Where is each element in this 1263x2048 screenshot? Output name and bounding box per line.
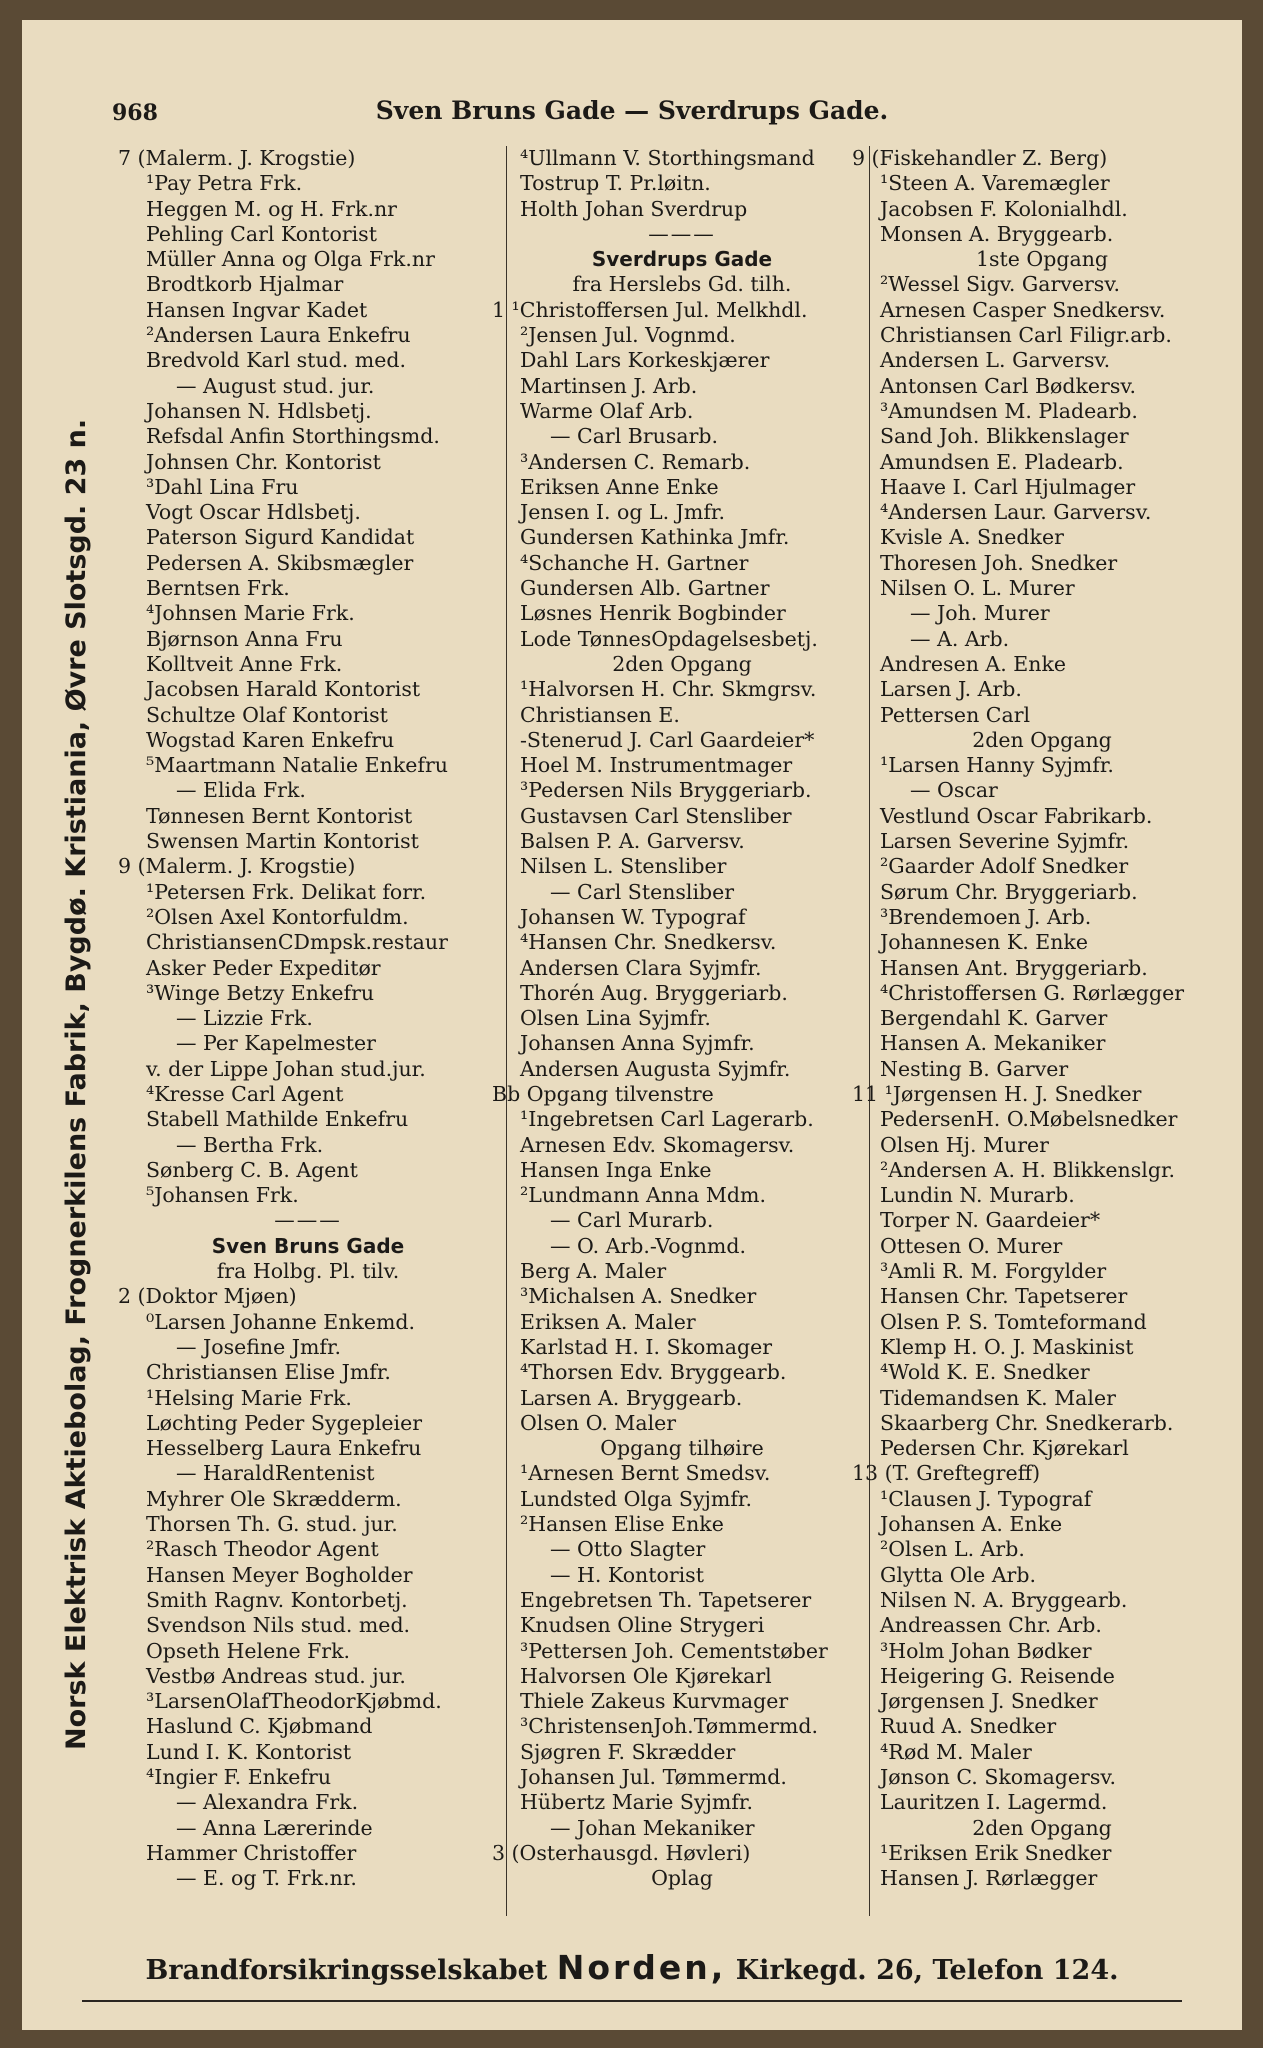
directory-entry: Berntsen Frk. xyxy=(146,576,290,601)
directory-entry: Vestbø Andreas stud. jur. xyxy=(146,1663,406,1688)
directory-entry: Hansen Meyer Bogholder xyxy=(146,1562,413,1587)
directory-entry: — Alexandra Frk. xyxy=(176,1790,359,1815)
directory-entry: Larsen J. Arb. xyxy=(880,677,1022,702)
directory-entry: ²Olsen Axel Kontorfuldm. xyxy=(146,904,409,929)
directory-entry: Hansen J. Rørlægger xyxy=(880,1866,1098,1891)
column-right xyxy=(852,146,1232,1891)
directory-entry: Refsdal Anfin Storthingsmd. xyxy=(146,424,440,449)
directory-entry: 2den Opgang xyxy=(612,651,752,676)
directory-entry: Jørgensen J. Snedker xyxy=(880,1689,1098,1714)
directory-entry: Monsen A. Bryggearb. xyxy=(880,221,1114,246)
directory-entry: ⁴Wold K. E. Snedker xyxy=(880,1360,1090,1385)
directory-entry: Pedersen Chr. Kjørekarl xyxy=(880,1436,1129,1461)
directory-entry: — Otto Slagter xyxy=(550,1537,706,1562)
directory-entry: ⁵Johansen Frk. xyxy=(146,1183,299,1208)
directory-entry: Ruud A. Snedker xyxy=(880,1714,1057,1739)
directory-entry: Olsen O. Maler xyxy=(520,1410,677,1435)
running-head: Sven Bruns Gade — Sverdrups Gade. xyxy=(375,96,889,125)
directory-entry: ⁴Johnsen Marie Frk. xyxy=(146,601,355,626)
directory-entry: 2den Opgang xyxy=(972,727,1112,752)
directory-entry: — HaraldRentenist xyxy=(176,1461,375,1486)
directory-entry: ¹Larsen Hanny Syjmfr. xyxy=(880,753,1114,778)
directory-entry: ——— xyxy=(648,221,716,246)
directory-entry: Vogt Oscar Hdlsbetj. xyxy=(146,500,361,525)
directory-entry: Myhrer Ole Skrædderm. xyxy=(146,1486,402,1511)
directory-entry: — Elida Frk. xyxy=(176,778,306,803)
directory-entry: PedersenH. O.Møbelsnedker xyxy=(880,1107,1178,1132)
directory-entry: Thiele Zakeus Kurvmager xyxy=(520,1689,789,1714)
directory-entry: Johansen N. Hdlsbetj. xyxy=(146,398,372,423)
directory-entry: 2 (Doktor Mjøen) xyxy=(118,1284,297,1309)
directory-entry: ¹Clausen J. Typograf xyxy=(880,1486,1092,1511)
directory-entry: ³ChristensenJoh.Tømmermd. xyxy=(520,1714,819,1739)
directory-entry: Hansen Inga Enke xyxy=(520,1157,712,1182)
directory-entry: Arnesen Casper Snedkersv. xyxy=(880,297,1166,322)
directory-entry: Klemp H. O. J. Maskinist xyxy=(880,1334,1134,1359)
directory-entry: Asker Peder Expeditør xyxy=(146,955,381,980)
directory-entry: Nilsen O. L. Murer xyxy=(880,576,1075,601)
directory-entry: ¹Eriksen Erik Snedker xyxy=(880,1840,1112,1865)
directory-entry: Tostrup T. Pr.løitn. xyxy=(520,171,711,196)
side-advertisement xyxy=(52,250,102,1750)
directory-entry: Christiansen E. xyxy=(520,702,680,727)
directory-entry: Skaarberg Chr. Snedkerarb. xyxy=(880,1410,1174,1435)
directory-entry: ⁴Ullmann V. Storthingsmand xyxy=(520,146,815,170)
directory-entry: Kolltveit Anne Frk. xyxy=(146,651,343,676)
directory-entry: Jensen I. og L. Jmfr. xyxy=(520,500,725,525)
directory-entry: — Oscar xyxy=(910,778,998,803)
directory-entry: Hansen Ant. Bryggeriarb. xyxy=(880,955,1148,980)
directory-entry: Nilsen N. A. Bryggearb. xyxy=(880,1587,1128,1612)
directory-entry: ³Winge Betzy Enkefru xyxy=(146,980,375,1005)
directory-entry: Glytta Ole Arb. xyxy=(880,1562,1036,1587)
directory-entry: ³Andersen C. Remarb. xyxy=(520,449,751,474)
directory-entry: Hoel M. Instrumentmager xyxy=(520,753,793,778)
directory-entry: Eriksen Anne Enke xyxy=(520,474,719,499)
directory-entry: Andresen A. Enke xyxy=(880,651,1066,676)
directory-entry: Vestlund Oscar Fabrikarb. xyxy=(880,803,1153,828)
directory-entry: — Per Kapelmester xyxy=(176,1031,376,1056)
directory-entry: Pehling Carl Kontorist xyxy=(146,221,377,246)
directory-entry: — O. Arb.-Vognmd. xyxy=(550,1233,747,1258)
directory-entry: Opgang tilhøire xyxy=(600,1436,764,1461)
directory-entry: Haave I. Carl Hjulmager xyxy=(880,474,1136,499)
directory-entry: — Carl Murarb. xyxy=(550,1208,714,1233)
directory-entry: Larsen Severine Syjmfr. xyxy=(880,829,1130,854)
directory-entry: — H. Kontorist xyxy=(550,1562,704,1587)
directory-entry: Svendson Nils stud. med. xyxy=(146,1613,411,1638)
directory-entry: Gundersen Kathinka Jmfr. xyxy=(520,525,790,550)
directory-entry: Müller Anna og Olga Frk.nr xyxy=(146,247,435,272)
directory-entry: ⁴Schanche H. Gartner xyxy=(520,550,749,575)
directory-entry: ⁴Kresse Carl Agent xyxy=(146,1081,344,1106)
directory-entry: Lundsted Olga Syjmfr. xyxy=(520,1486,752,1511)
directory-entry: ²Rasch Theodor Agent xyxy=(146,1537,379,1562)
directory-entry: ³Dahl Lina Fru xyxy=(146,474,299,499)
directory-entry: ¹Halvorsen H. Chr. Skmgrsv. xyxy=(520,677,817,702)
directory-entry: Brodtkorb Hjalmar xyxy=(146,272,344,297)
directory-entry: Schultze Olaf Kontorist xyxy=(146,702,388,727)
directory-entry: Engebretsen Th. Tapetserer xyxy=(520,1587,812,1612)
directory-entry: 7 (Malerm. J. Krogstie) xyxy=(118,146,356,170)
directory-entry: ¹Arnesen Bernt Smedsv. xyxy=(520,1461,771,1486)
directory-entry: Andersen L. Garversv. xyxy=(880,348,1111,373)
directory-entry: Arnesen Edv. Skomagersv. xyxy=(520,1132,795,1157)
directory-entry: ³LarsenOlafTheodorKjøbmd. xyxy=(146,1689,442,1714)
directory-entry: Johansen Anna Syjmfr. xyxy=(520,1031,755,1056)
directory-entry: Lauritzen I. Lagermd. xyxy=(880,1790,1108,1815)
directory-entry: Tidemandsen K. Maler xyxy=(880,1385,1116,1410)
directory-entry: Dahl Lars Korkeskjærer xyxy=(520,348,770,373)
directory-entry: Ottesen O. Murer xyxy=(880,1233,1063,1258)
directory-entry: Jacobsen Harald Kontorist xyxy=(146,677,421,702)
directory-entry: Andreassen Chr. Arb. xyxy=(880,1613,1102,1638)
directory-entry: Paterson Sigurd Kandidat xyxy=(146,525,415,550)
directory-entry: ²Andersen A. H. Blikkenslgr. xyxy=(880,1157,1176,1182)
footer-address: Kirkegd. 26, Telefon 124. xyxy=(735,1955,1119,1986)
directory-entry: Hammer Christoffer xyxy=(146,1840,357,1865)
directory-entry: ²Gaarder Adolf Snedker xyxy=(880,854,1129,879)
directory-entry: Lode TønnesOpdagelsesbetj. xyxy=(520,626,818,651)
directory-entry: ³Pedersen Nils Bryggeriarb. xyxy=(520,778,812,803)
page-number: 968 xyxy=(112,100,158,126)
directory-entry: Gustavsen Carl Stensliber xyxy=(520,803,792,828)
directory-entry: ⁴Andersen Laur. Garversv. xyxy=(880,500,1152,525)
directory-entry: Hesselberg Laura Enkefru xyxy=(146,1436,422,1461)
directory-entry: — E. og T. Frk.nr. xyxy=(176,1866,357,1891)
directory-entry: Heigering G. Reisende xyxy=(880,1663,1115,1688)
directory-entry: Hansen Ingvar Kadet xyxy=(146,297,368,322)
directory-entry: Haslund C. Kjøbmand xyxy=(146,1714,373,1739)
directory-entry: Christiansen Carl Filigr.arb. xyxy=(880,323,1172,348)
directory-entry: Johansen W. Typograf xyxy=(520,904,746,929)
directory-entry: ——— xyxy=(274,1208,342,1233)
directory-entry: ⁵Maartmann Natalie Enkefru xyxy=(146,753,448,778)
column-middle xyxy=(492,146,872,1891)
footer-rule xyxy=(82,2000,1182,2002)
directory-entry: 3 (Osterhausgd. Høvleri) xyxy=(492,1840,751,1865)
directory-entry: Stabell Mathilde Enkefru xyxy=(146,1107,409,1132)
directory-entry: Kvisle A. Snedker xyxy=(880,525,1064,550)
directory-entry: Hansen A. Mekaniker xyxy=(880,1031,1106,1056)
directory-entry: — Joh. Murer xyxy=(910,601,1050,626)
directory-entry: Karlstad H. I. Skomager xyxy=(520,1334,773,1359)
directory-entry: Swensen Martin Kontorist xyxy=(146,829,419,854)
directory-entry: ¹Petersen Frk. Delikat forr. xyxy=(146,879,427,904)
directory-entry: Andersen Augusta Syjmfr. xyxy=(520,1056,791,1081)
directory-entry: 2den Opgang xyxy=(972,1815,1112,1840)
directory-entry: — August stud. jur. xyxy=(176,373,375,398)
directory-entry: ⁴Christoffersen G. Rørlægger xyxy=(880,980,1185,1005)
directory-entry: ²Wessel Sigv. Garversv. xyxy=(880,272,1120,297)
directory-entry: — Johan Mekaniker xyxy=(550,1815,755,1840)
directory-entry: Sønberg C. B. Agent xyxy=(146,1157,358,1182)
directory-entry: — A. Arb. xyxy=(910,626,1010,651)
directory-page xyxy=(22,20,1242,2030)
directory-entry: Bb Opgang tilvenstre xyxy=(492,1081,714,1106)
directory-entry: Bergendahl K. Garver xyxy=(880,1006,1108,1031)
directory-entry: Knudsen Oline Strygeri xyxy=(520,1613,765,1638)
directory-entry: ChristiansenCDmpsk.restaur xyxy=(146,930,448,955)
directory-entry: ⁴Ingier F. Enkefru xyxy=(146,1765,332,1789)
directory-entry: 9 (Fiskehandler Z. Berg) xyxy=(852,146,1108,170)
directory-entry: Sverdrups Gade xyxy=(591,247,773,272)
footer-company-name: Norden, xyxy=(556,1948,727,1987)
directory-entry: ³Holm Johan Bødker xyxy=(880,1638,1092,1663)
footer-advertisement xyxy=(22,1948,1242,1987)
directory-entry: Balsen P. A. Garversv. xyxy=(520,829,745,854)
directory-entry: Smith Ragnv. Kontorbetj. xyxy=(146,1587,408,1612)
directory-entry: — Carl Stensliber xyxy=(550,879,735,904)
directory-entry: Nesting B. Garver xyxy=(880,1056,1069,1081)
directory-entry: — Josefine Jmfr. xyxy=(176,1334,342,1359)
directory-entry: Bjørnson Anna Fru xyxy=(146,626,343,651)
directory-entry: Oplag xyxy=(651,1866,713,1891)
directory-entry: Warme Olaf Arb. xyxy=(520,398,694,423)
side-advertisement-text: Norsk Elektrisk Aktiebolag, Frognerkilens Fabrik, Bygdø. Kristiania, Øvre Slotsgd. 23 n. xyxy=(61,418,92,1750)
directory-entry: Larsen A. Bryggearb. xyxy=(520,1385,743,1410)
directory-entry: Thorén Aug. Bryggeriarb. xyxy=(520,980,788,1005)
directory-entry: Løsnes Henrik Bogbinder xyxy=(520,601,786,626)
directory-entry: Berg A. Maler xyxy=(520,1259,667,1284)
directory-entry: — Anna Lærerinde xyxy=(176,1815,373,1840)
directory-entry: Thoresen Joh. Snedker xyxy=(880,550,1118,575)
directory-entry: Johannesen K. Enke xyxy=(880,930,1088,955)
directory-entry: 9 (Malerm. J. Krogstie) xyxy=(118,854,356,879)
directory-entry: Sjøgren F. Skrædder xyxy=(520,1739,736,1764)
directory-entry: 11 ¹Jørgensen H. J. Snedker xyxy=(852,1081,1142,1106)
directory-entry: — Carl Brusarb. xyxy=(550,424,719,449)
directory-entry: Jønson C. Skomagersv. xyxy=(880,1765,1117,1789)
directory-entry: Johansen Jul. Tømmermd. xyxy=(520,1765,787,1789)
directory-entry: Wogstad Karen Enkefru xyxy=(146,727,395,752)
directory-entry: ³Brendemoen J. Arb. xyxy=(880,904,1092,929)
directory-entry: — Lizzie Frk. xyxy=(176,1006,313,1031)
directory-entry: ³Amli R. M. Forgylder xyxy=(880,1259,1107,1284)
directory-entry: Pettersen Carl xyxy=(880,702,1031,727)
directory-entry: ¹Ingebretsen Carl Lagerarb. xyxy=(520,1107,814,1132)
directory-entry: Olsen Lina Syjmfr. xyxy=(520,1006,711,1031)
directory-entry: ⁰Larsen Johanne Enkemd. xyxy=(146,1309,416,1334)
directory-entry: Johnsen Chr. Kontorist xyxy=(146,449,381,474)
directory-entry: Christiansen Elise Jmfr. xyxy=(146,1360,391,1385)
directory-entry: Heggen M. og H. Frk.nr xyxy=(146,196,397,221)
directory-entry: ²Hansen Elise Enke xyxy=(520,1512,724,1537)
directory-entry: Tønnesen Bernt Kontorist xyxy=(146,803,413,828)
directory-entry: 1ste Opgang xyxy=(975,247,1109,272)
directory-entry: ⁴Thorsen Edv. Bryggearb. xyxy=(520,1360,787,1385)
directory-entry: ⁴Rød M. Maler xyxy=(880,1739,1032,1764)
directory-entry: Jacobsen F. Kolonialhdl. xyxy=(880,196,1128,221)
directory-entry: Lundin N. Murarb. xyxy=(880,1183,1075,1208)
directory-entry: fra Holbg. Pl. tilv. xyxy=(216,1259,400,1284)
directory-entry: Hübertz Marie Syjmfr. xyxy=(520,1790,753,1815)
directory-entry: ¹Steen A. Varemægler xyxy=(880,171,1110,196)
directory-entry: ²Lundmann Anna Mdm. xyxy=(520,1183,766,1208)
directory-entry: ¹Helsing Marie Frk. xyxy=(146,1385,352,1410)
directory-entry: Thorsen Th. G. stud. jur. xyxy=(146,1512,398,1537)
directory-entry: Amundsen E. Pladearb. xyxy=(880,449,1124,474)
page-header xyxy=(22,92,1242,132)
column-left xyxy=(118,146,498,1891)
directory-entry: Sørum Chr. Bryggeriarb. xyxy=(880,879,1138,904)
directory-entry: Nilsen L. Stensliber xyxy=(520,854,727,879)
directory-entry: Løchting Peder Sygepleier xyxy=(146,1410,423,1435)
directory-entry: Hansen Chr. Tapetserer xyxy=(880,1284,1128,1309)
directory-entry: ³Amundsen M. Pladearb. xyxy=(880,398,1138,423)
footer-prefix: Brandforsikringsselskabet xyxy=(145,1955,548,1986)
directory-entry: Sven Bruns Gade xyxy=(211,1233,405,1258)
directory-entry: Olsen P. S. Tomteformand xyxy=(880,1309,1147,1334)
directory-entry: Andersen Clara Syjmfr. xyxy=(520,955,762,980)
directory-entry: Martinsen J. Arb. xyxy=(520,373,698,398)
directory-entry: Bredvold Karl stud. med. xyxy=(146,348,406,373)
directory-entry: ²Olsen L. Arb. xyxy=(880,1537,1025,1562)
directory-entry: Lund I. K. Kontorist xyxy=(146,1739,352,1764)
directory-entry: fra Herslebs Gd. tilh. xyxy=(572,272,792,297)
directory-entry: 1 ¹Christoffersen Jul. Melkhdl. xyxy=(492,297,808,322)
directory-entry: Sand Joh. Blikkenslager xyxy=(880,424,1129,449)
directory-entry: ³Michalsen A. Snedker xyxy=(520,1284,757,1309)
directory-entry: ²Jensen Jul. Vognmd. xyxy=(520,323,736,348)
directory-entry: Torper N. Gaardeier* xyxy=(880,1208,1101,1233)
directory-entry: Gundersen Alb. Gartner xyxy=(520,576,770,601)
directory-entry: Olsen Hj. Murer xyxy=(880,1132,1049,1157)
directory-entry: ¹Pay Petra Frk. xyxy=(146,171,303,196)
directory-entry: Antonsen Carl Bødkersv. xyxy=(880,373,1137,398)
directory-entry: Johansen A. Enke xyxy=(880,1512,1063,1537)
directory-entry: Holth Johan Sverdrup xyxy=(520,196,748,221)
directory-entry: v. der Lippe Johan stud.jur. xyxy=(146,1056,426,1081)
directory-entry: ³Pettersen Joh. Cementstøber xyxy=(520,1638,828,1663)
directory-entry: Pedersen A. Skibsmægler xyxy=(146,550,414,575)
directory-entry: ⁴Hansen Chr. Snedkersv. xyxy=(520,930,777,955)
directory-entry: — Bertha Frk. xyxy=(176,1132,324,1157)
directory-entry: Eriksen A. Maler xyxy=(520,1309,696,1334)
directory-entry: -Stenerud J. Carl Gaardeier* xyxy=(520,727,815,752)
directory-entry: Halvorsen Ole Kjørekarl xyxy=(520,1663,772,1688)
directory-entry: ²Andersen Laura Enkefru xyxy=(146,323,411,348)
directory-entry: Opseth Helene Frk. xyxy=(146,1638,351,1663)
directory-entry: 13 (T. Greftegreff) xyxy=(852,1461,1041,1486)
